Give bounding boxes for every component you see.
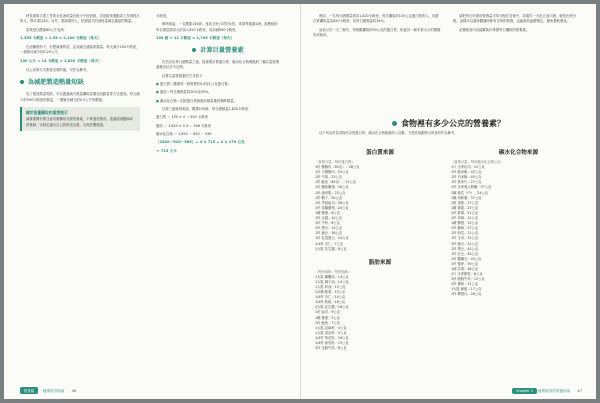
list-item: 1/4杯 南瓜籽／13公克	[315, 341, 349, 345]
list-item: 1杯 脫脂牛奶／12公克	[451, 277, 485, 282]
list-item: 1份 鮭魚／7公克	[315, 320, 341, 325]
list-item: 1份 鮭魚（85克）／22公克	[315, 180, 357, 185]
list-item: 1杯 燕麥片／27公克	[451, 180, 482, 185]
tip-box	[20, 107, 140, 131]
list-item: 1杯 扁豆／18公克	[315, 231, 343, 236]
list-item: 1顆 雞蛋／5公克	[315, 315, 341, 320]
page-title: 食物裡有多少公克的營養素？	[301, 118, 596, 129]
paragraph: 計算巨量營養素的方式如下：	[162, 73, 206, 78]
food-list	[315, 270, 445, 352]
paragraph: 以第三個案例來說，體重155磅，每日總熱量1,820卡路里：	[162, 106, 252, 111]
list-item: 1杯 茅屋起司／28公克	[315, 200, 349, 205]
list-item: 1杯 紅豆／40公克	[451, 251, 479, 256]
list-item: 1杯 黑豆／15公克	[315, 226, 343, 231]
list-item: 1杯 葡萄／27公克	[451, 226, 479, 231]
list-item: 1杯 優格／17公克	[451, 282, 479, 287]
list-item: 1顆 柳橙／15公克	[451, 221, 479, 226]
section-heading: 脂肪來源	[368, 259, 392, 266]
list-item: 1杯 白米飯／45公克	[451, 175, 482, 180]
paragraph: 記錄飲食內容能幫助你掌握每日攝取的營養素。	[459, 27, 530, 32]
paragraph: 以上計算方式都是估算的值，可作為參考。	[26, 68, 90, 73]
paragraph: 時長做事又要工作的女性消耗量比較少中度消耗。若是經常運動或工作消耗多的人，則可乘以35。另外，要減重的人，依照當天的消耗量減去適當的熱量。	[20, 14, 140, 24]
right-page	[301, 4, 596, 399]
left-col-1	[20, 14, 140, 135]
list-item: 1大匙 奇亞籽／5公克	[315, 330, 347, 335]
paragraph: 如果是以體重60公斤為例：	[26, 27, 68, 32]
food-list	[315, 160, 445, 252]
bullet-item: ● 脂肪＝每日總熱量的20%至35%。	[156, 90, 212, 95]
list-item: 1根 香蕉／27公克	[451, 200, 479, 205]
calc-line: 脂肪 ＝ 1,820 × 0.3 ＝ 546 卡路里	[156, 123, 211, 128]
list-item: 1杯 鷹嘴豆／45公克	[451, 256, 482, 261]
list-item: 1大匙 蜂蜜／17公克	[451, 287, 482, 292]
intro-text: 以下列出常見食物所含的蛋白質、碳水化合物與脂肪公克數，方便你規劃每日飲食時作為參考。	[319, 131, 458, 135]
paragraph: 舉例來說，一名體重155磅、身高五呎六吋的女性，希望每週減1磅，那麼她的每日熱量需求大約為1,820卡路里，再扣減500卡路里。	[156, 22, 278, 32]
list-item: 1顆 雞蛋／6公克	[315, 210, 341, 215]
food-list	[451, 160, 586, 298]
list-item: 1個 貝果／48公克	[451, 266, 479, 271]
page-number: 46	[71, 389, 77, 393]
list-item: 1片 全麥吐司／12公克	[451, 165, 485, 170]
bullet-icon	[192, 48, 196, 52]
list-item: 1份 豬里肌／22公克	[315, 190, 346, 195]
list-item: 1/2顆 酪梨／15公克	[315, 290, 346, 295]
paragraph: 例如，一名每天總熱量需求1,820卡路里、每天攝取約155公克蛋白質的人，其蛋白質攝取量為620卡路里，佔每日總熱量約34%。	[313, 14, 439, 24]
list-item: 1杯 糙米飯／45公克	[451, 170, 482, 175]
list-item: 1杯 玉米／31公克	[451, 236, 479, 241]
list-item: 1大匙 橄欖油／14公克	[315, 274, 349, 279]
section-heading: 碳水化合物來源	[498, 150, 539, 156]
list-item: 1顆 馬鈴薯／37公克	[451, 195, 482, 200]
section-heading: 蛋白質來源	[366, 150, 394, 156]
paragraph: 在這種情形下，若想減重的話，必須減去適當的熱量。每天減少250卡路里，一週就可減少約0.25公斤。	[20, 45, 140, 55]
chapter-chip: 飲食篇	[20, 387, 38, 394]
section-heading: 計算巨量營養素	[156, 47, 280, 55]
calc-line: 蛋白質 ＝ 155 × 4 ＝ 620 卡路里	[156, 115, 208, 120]
paragraph: 這表示在一天三餐中，每餐應攝取約50公克的蛋白質，相當於一個手掌大小的雞胸肉或魚肉。	[313, 27, 441, 37]
list-item: 1杯 藜麥／39公克	[451, 261, 479, 266]
list-item: 1份 牛排／23公克	[315, 175, 343, 180]
list-item: 1杯 西瓜／11公克	[451, 231, 479, 236]
list-item: 1份 雞胸肉（85克）／26公克	[315, 165, 360, 170]
list-item: 1杯 藍莓／21公克	[451, 210, 479, 215]
right-col-1	[313, 14, 441, 41]
list-header: （食物分量／每份蛋白質）	[315, 160, 355, 164]
list-item: 1大匙 亞麻籽／4公克	[315, 325, 347, 330]
formula: 155 磅 × 11 卡路里 = 1,705 卡路里（每天）	[156, 35, 235, 40]
paragraph: 在估計出每日總熱量之後，接著要計算蛋白質、碳水化合物與脂肪三種巨量營養素應各佔多少比例。	[156, 60, 280, 70]
chapter-chip: Chapter 3	[512, 388, 537, 394]
list-item: 1份 乳清蛋白／24公克	[315, 236, 349, 241]
left-col-2	[156, 14, 280, 159]
formula: 1,355 卡路里 × 1.55 = 2,100 卡路里（每天）	[20, 35, 102, 40]
left-page	[4, 4, 300, 399]
list-item: 1大匙 奶油／12公克	[315, 284, 346, 289]
list-item: 2大匙 花生醬／8公克	[315, 246, 347, 251]
right-col-2	[453, 14, 581, 36]
list-item: 1份 起司／9公克	[315, 310, 341, 315]
list-item: 1杯 豌豆／21公克	[451, 241, 479, 246]
bullet-icon	[20, 80, 24, 84]
list-item: 2大匙 花生醬／16公克	[315, 305, 349, 310]
formula: ＝ 715 大卡	[156, 149, 177, 154]
left-footer	[20, 387, 76, 394]
section-heading: 為減肥製造熱量短缺	[20, 79, 140, 87]
list-item: 1份 火雞胸肉／25公克	[315, 170, 349, 175]
right-footer	[512, 388, 582, 394]
footer-text: ・健康飲食指南	[39, 389, 65, 393]
list-item: 1片 全麥餅乾／8公克	[451, 272, 483, 277]
list-item: 1/4杯 杏仁／14公克	[315, 295, 346, 300]
list-item: 1份 豆腐／10公克	[315, 216, 343, 221]
list-header: （每份食物／每份脂肪）	[315, 269, 352, 274]
paragraph: 卡路里。	[156, 14, 170, 18]
protein-section	[315, 144, 445, 351]
bullet-item: ● 蛋白質＝體重每一磅需要約0.8至1公克蛋白質。	[156, 82, 231, 87]
paragraph: 為了製造熱量短缺，可以透過減少熱量攝取並增加活動量等方式達成。每天減少約500卡路里的熱量，一週就可減少約0.5公斤的體重。	[20, 92, 140, 102]
page-number: 47	[577, 389, 582, 393]
list-item: 1顆 蘋果／25公克	[451, 205, 479, 210]
list-item: 1顆 地瓜（中）／24公克	[451, 190, 489, 195]
book-spread	[4, 4, 596, 399]
list-item: 1大匙 椰子油／14公克	[315, 279, 349, 284]
list-item: 1/4杯 葵花籽／16公克	[315, 335, 349, 340]
list-item: 1杯 牛奶／8公克	[315, 221, 341, 226]
list-item: 1杯 草莓／12公克	[451, 216, 479, 221]
carbs-section	[451, 144, 586, 298]
bullet-icon	[392, 121, 397, 126]
tip-title: 關於能量攝取的重要提示	[26, 109, 68, 115]
formula: （1820－620－585）÷ 4 ≒ 715 ÷ 4 ≒ 179 公克	[156, 140, 245, 145]
list-item: 1杯 黑豆／41公克	[451, 246, 479, 251]
list-item: 1份 蝦子／20公克	[315, 195, 343, 200]
tip-text: 減重期間仍要注意均衡攝取各類營養素，不要過度節食。建議諮詢醫師或營養師，以制定適合自己的飲食計畫，以免影響健康。	[26, 117, 134, 127]
formula: 130 公斤 × 14 卡路里 = 1,820 卡路里（每天）	[20, 58, 102, 63]
list-item: 1/4杯 杏仁／7公克	[315, 241, 344, 246]
footer-text: 健康飲食的營養指南	[537, 389, 571, 393]
calc-line: 碳水化合物 ＝ 1,820 － 620 － 546	[156, 131, 212, 136]
list-item: 1杯 全麥義大利麵／37公克	[451, 185, 492, 190]
list-item: 1杯 希臘優格／20公克	[315, 205, 349, 210]
list-item: 1份 鮪魚罐頭／20公克	[315, 185, 349, 190]
bullet-item: ● 碳水化合物＝扣除蛋白質與脂肪熱量後的剩餘熱量。	[156, 98, 237, 103]
list-item: 1/4杯 核桃／18公克	[315, 300, 346, 305]
list-header: （食物分量／每份碳水化合物公克）	[451, 160, 504, 164]
list-item: 1杯 柳橙汁／26公克	[451, 292, 482, 297]
paragraph: 請把每天所需的營養量平均分配在各餐中，如果你一天吃五到六餐，就依比例分配。這樣可以讓身體隨時都有足夠的營養，也能維持血糖穩定，避免暴飲暴食。	[453, 14, 577, 24]
list-item: 1杯 全脂牛奶／8公克	[315, 346, 347, 351]
